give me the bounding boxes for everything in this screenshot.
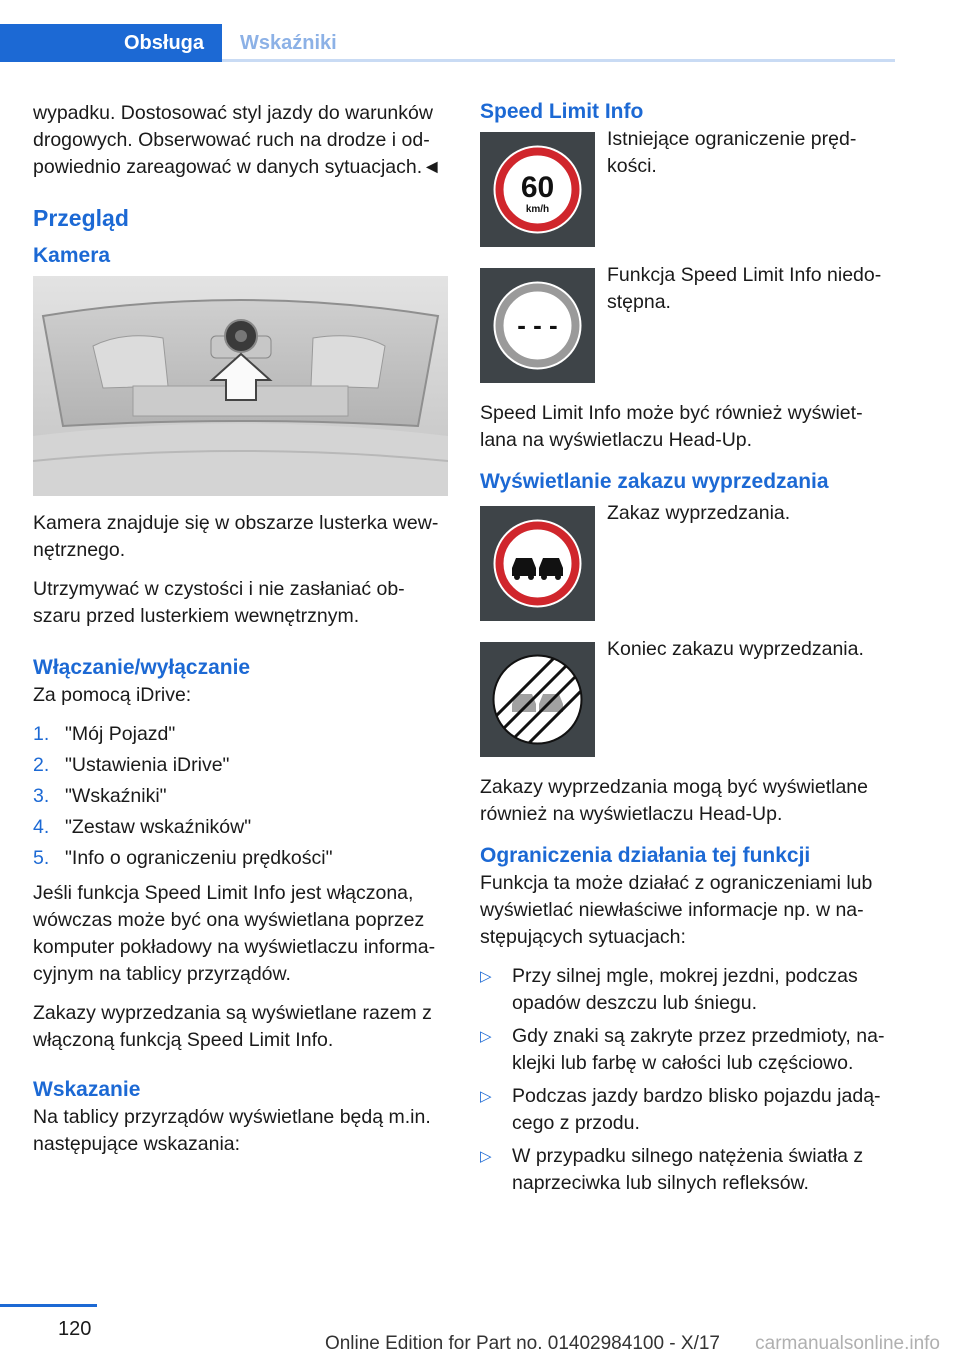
left-column xyxy=(33,100,448,1170)
bullet-text: W przypadku silnego natężenia światła z naprzeciwka lub silnych refleksów. xyxy=(512,1145,864,1194)
tab-wskazniki[interactable]: Wskaźniki xyxy=(240,32,337,54)
heading-speed-limit-info: Speed Limit Info xyxy=(480,100,644,123)
triangle-bullet-icon: ▷ xyxy=(480,1088,492,1105)
watermark: carmanualsonline.info xyxy=(755,1333,940,1354)
sign-row-end-no-overtaking xyxy=(480,638,892,760)
limits-intro: Funkcja ta może działać z ograniczeniami lub wyświetlać niewłaściwe informacje np. w na-stępujących sytuacjach: xyxy=(480,872,873,948)
intro-paragraph: wypadku. Dostosować styl jazdy do warunków drogowych. Obserwować ruch na drodze i od-powiednio zareagować w danych sytuacjach.◄ xyxy=(33,102,442,178)
triangle-bullet-icon: ▷ xyxy=(480,968,492,985)
limits-list xyxy=(480,963,892,1197)
step-number: 3. xyxy=(33,785,50,807)
heading-overview: Przegląd xyxy=(33,205,129,231)
list-item xyxy=(480,1083,892,1137)
edition-note: Online Edition for Part no. 01402984100 - X/17 xyxy=(324,1333,720,1354)
tab-underline xyxy=(222,59,895,62)
list-item xyxy=(33,783,448,810)
on-off-text-1: Jeśli funkcja Speed Limit Info jest włączona, wówczas może być ona wyświetlana poprzez komputer pokładowy na wyświetlaczu informa-cyjnym na tablicy przyrządów. xyxy=(33,882,436,985)
list-item xyxy=(33,721,448,748)
list-item xyxy=(33,845,448,872)
list-item xyxy=(480,1143,892,1197)
page-number: 120 xyxy=(58,1318,92,1340)
step-number: 4. xyxy=(33,816,50,838)
step-number: 2. xyxy=(33,754,50,776)
heading-display: Wskazanie xyxy=(33,1078,141,1101)
camera-text-1: Kamera znajduje się w obszarze lusterka wew-nętrznego. xyxy=(33,512,439,561)
sign-dashes: - - - xyxy=(517,310,558,340)
idrive-steps xyxy=(33,721,448,872)
step-text: "Info o ograniczeniu prędkości" xyxy=(65,847,333,869)
step-text: "Zestaw wskaźników" xyxy=(65,816,252,838)
heading-limits: Ograniczenia działania tej funkcji xyxy=(480,844,811,867)
sign-speed-60 xyxy=(480,132,595,247)
header-tabs xyxy=(0,24,895,62)
triangle-bullet-icon: ▷ xyxy=(480,1028,492,1045)
bullet-text: Podczas jazdy bardzo blisko pojazdu jadą-cego z przodu. xyxy=(512,1085,881,1134)
end-no-overtaking-icon xyxy=(480,642,595,757)
sign-no-overtaking xyxy=(480,506,595,621)
display-text: Na tablicy przyrządów wyświetlane będą m.in. następujące wskazania: xyxy=(33,1106,431,1155)
sli-hud-text: Speed Limit Info może być również wyświet-lana na wyświetlaczu Head-Up. xyxy=(480,402,863,451)
list-item xyxy=(33,814,448,841)
sign-unit: km/h xyxy=(525,204,550,215)
step-text: "Ustawienia iDrive" xyxy=(65,754,230,776)
heading-camera: Kamera xyxy=(33,244,111,267)
list-item xyxy=(480,963,892,1017)
right-column xyxy=(480,100,892,1205)
speed-limit-unavailable-icon xyxy=(480,268,595,383)
camera-location-illustration xyxy=(33,276,448,496)
tab-obsluga[interactable]: Obsługa xyxy=(0,24,222,62)
sign-unavailable-text: Funkcja Speed Limit Info niedo-stępna. xyxy=(607,264,882,313)
sign-row-speed-60 xyxy=(480,128,892,250)
step-text: "Mój Pojazd" xyxy=(65,723,176,745)
bullet-text: Gdy znaki są zakryte przez przedmioty, na-klejki lub farbę w całości lub częściowo. xyxy=(512,1025,885,1074)
on-off-text-2: Zakazy wyprzedzania są wyświetlane razem z włączoną funkcją Speed Limit Info. xyxy=(33,1002,432,1051)
list-item xyxy=(33,752,448,779)
sign-number: 60 xyxy=(520,171,555,204)
heading-overtake: Wyświetlanie zakazu wyprzedzania xyxy=(480,470,829,493)
step-number: 1. xyxy=(33,723,50,745)
heading-on-off: Włączanie/wyłączanie xyxy=(33,656,251,679)
sign-end-no-overtaking xyxy=(480,642,595,757)
step-number: 5. xyxy=(33,847,50,869)
list-item xyxy=(480,1023,892,1077)
sign-row-unavailable xyxy=(480,264,892,386)
triangle-bullet-icon: ▷ xyxy=(480,1148,492,1165)
sign-unavailable xyxy=(480,268,595,383)
no-overtaking-icon xyxy=(480,506,595,621)
on-off-intro: Za pomocą iDrive: xyxy=(33,684,192,706)
sign-row-no-overtaking xyxy=(480,502,892,624)
page-number-rule xyxy=(0,1304,97,1307)
speed-limit-sign-icon xyxy=(480,132,595,247)
overtake-hud-text: Zakazy wyprzedzania mogą być wyświetlane również na wyświetlaczu Head-Up. xyxy=(480,776,869,825)
bullet-text: Przy silnej mgle, mokrej jezdni, podczas opadów deszczu lub śniegu. xyxy=(512,965,858,1014)
step-text: "Wskaźniki" xyxy=(65,785,167,807)
sign-no-overtaking-text: Zakaz wyprzedzania. xyxy=(607,502,791,524)
sign-speed-60-text: Istniejące ograniczenie pręd-kości. xyxy=(607,128,857,177)
camera-text-2: Utrzymywać w czystości i nie zasłaniać ob-szaru przed lusterkiem wewnętrznym. xyxy=(33,578,405,627)
sign-end-no-overtaking-text: Koniec zakazu wyprzedzania. xyxy=(607,638,864,660)
